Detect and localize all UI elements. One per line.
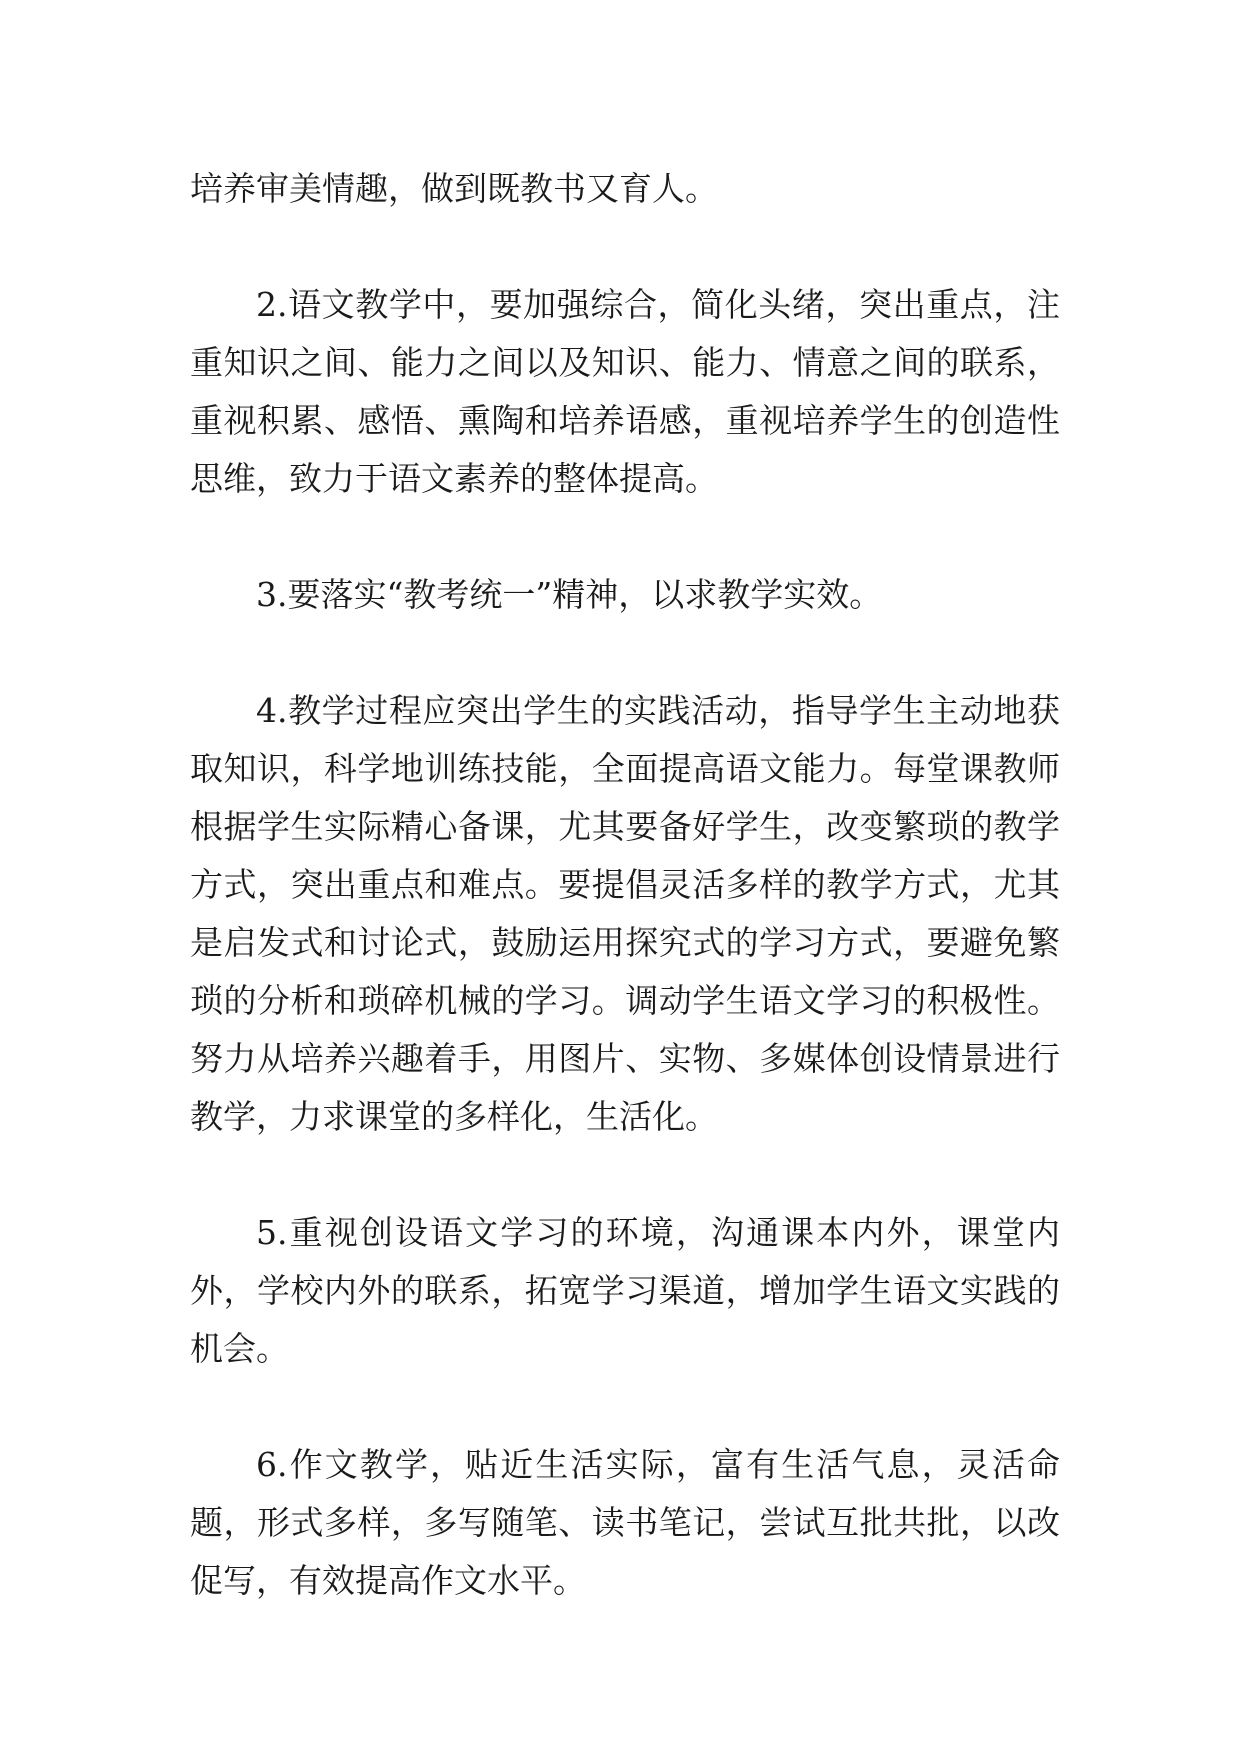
paragraph-item-5: 5.重视创设语文学习的环境，沟通课本内外，课堂内外，学校内外的联系，拓宽学习渠道，增加学生语文实践的机会。 xyxy=(190,1213,1060,1368)
document-body xyxy=(190,160,1060,1668)
paragraph-item-3: 3.要落实“教考统一”精神，以求教学实效。 xyxy=(256,575,883,614)
paragraph-item-6: 6.作文教学，贴近生活实际，富有生活气息，灵活命题，形式多样，多写随笔、读书笔记，尝试互批共批，以改促写，有效提高作文水平。 xyxy=(190,1445,1060,1600)
paragraph-item-2: 2.语文教学中，要加强综合，简化头绪，突出重点，注重知识之间、能力之间以及知识、能力、情意之间的联系，重视积累、感悟、熏陶和培养语感，重视培养学生的创造性思维，致力于语文素养的整体提高。 xyxy=(190,285,1060,498)
paragraph-continuation: 培养审美情趣，做到既教书又育人。 xyxy=(190,169,718,208)
paragraph-item-4: 4.教学过程应突出学生的实践活动，指导学生主动地获取知识，科学地训练技能，全面提高语文能力。每堂课教师根据学生实际精心备课，尤其要备好学生，改变繁琐的教学方式，突出重点和难点。要提倡灵活多样的教学方式，尤其是启发式和讨论式，鼓励运用探究式的学习方式，要避免繁琐的分析和琐碎机械的学习。调动学生语文学习的积极性。努力从培养兴趣着手，用图片、实物、多媒体创设情景进行教学，力求课堂的多样化，生活化。 xyxy=(190,691,1060,1136)
